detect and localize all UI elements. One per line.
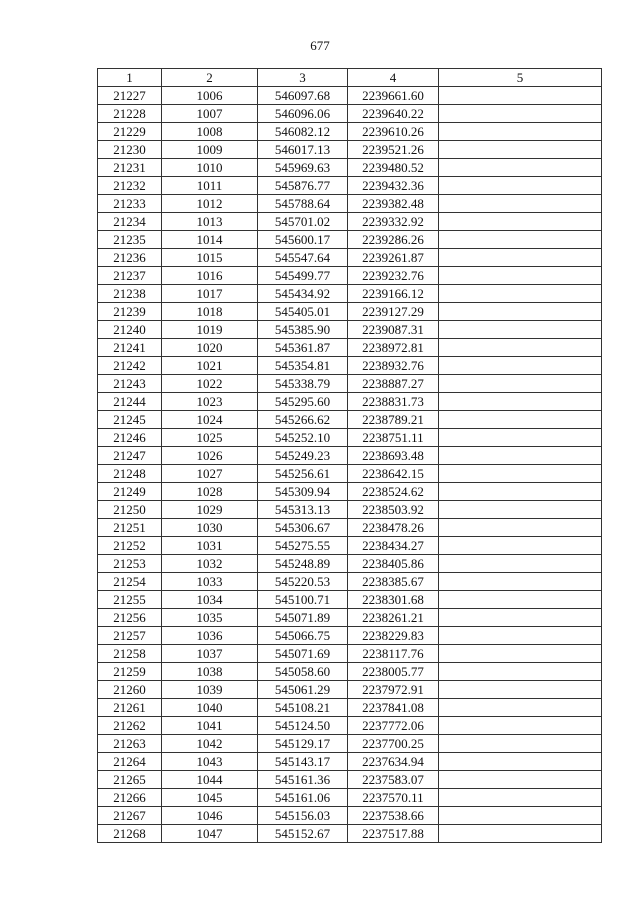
table-cell: 545309.94 (258, 483, 348, 501)
table-cell: 545066.75 (258, 627, 348, 645)
table-cell: 1033 (162, 573, 258, 591)
table-row (98, 681, 602, 699)
table-cell: 2238789.21 (348, 411, 439, 429)
table-row (98, 285, 602, 303)
table-cell: 546096.06 (258, 105, 348, 123)
table-row (98, 231, 602, 249)
table-cell: 545266.62 (258, 411, 348, 429)
table-row (98, 195, 602, 213)
table-row (98, 159, 602, 177)
table-cell: 2239261.87 (348, 249, 439, 267)
table-cell: 21239 (98, 303, 162, 321)
table-cell: 1015 (162, 249, 258, 267)
table-row (98, 627, 602, 645)
table-cell: 545124.50 (258, 717, 348, 735)
table-cell (439, 699, 602, 717)
table-cell: 2238229.83 (348, 627, 439, 645)
table-row (98, 735, 602, 753)
table-row (98, 609, 602, 627)
table-cell: 545354.81 (258, 357, 348, 375)
table-cell: 21252 (98, 537, 162, 555)
table-cell (439, 357, 602, 375)
table-cell (439, 483, 602, 501)
table-cell: 2238642.15 (348, 465, 439, 483)
table-cell: 1017 (162, 285, 258, 303)
table-cell (439, 645, 602, 663)
table-cell: 2239521.26 (348, 141, 439, 159)
table-cell: 2237570.11 (348, 789, 439, 807)
table-cell: 1007 (162, 105, 258, 123)
table-row (98, 375, 602, 393)
table-cell: 1029 (162, 501, 258, 519)
table-cell: 1016 (162, 267, 258, 285)
table-row (98, 555, 602, 573)
table-cell (439, 321, 602, 339)
table-cell: 2237972.91 (348, 681, 439, 699)
table-cell: 21238 (98, 285, 162, 303)
table-row (98, 177, 602, 195)
table-cell: 545547.64 (258, 249, 348, 267)
table-cell: 2238831.73 (348, 393, 439, 411)
table-cell: 1019 (162, 321, 258, 339)
table-cell: 21240 (98, 321, 162, 339)
table-cell: 21262 (98, 717, 162, 735)
table-cell: 545252.10 (258, 429, 348, 447)
table-row (98, 87, 602, 105)
table-cell: 21243 (98, 375, 162, 393)
table-row (98, 339, 602, 357)
table-cell (439, 393, 602, 411)
table-cell: 2238932.76 (348, 357, 439, 375)
table-cell: 545061.29 (258, 681, 348, 699)
table-cell (439, 501, 602, 519)
table-cell: 545129.17 (258, 735, 348, 753)
table-cell: 21242 (98, 357, 162, 375)
table-cell: 545256.61 (258, 465, 348, 483)
column-header: 1 (98, 69, 162, 87)
table-cell: 21245 (98, 411, 162, 429)
table-cell: 545600.17 (258, 231, 348, 249)
table-cell: 1030 (162, 519, 258, 537)
table-cell (439, 825, 602, 843)
table-cell: 545405.01 (258, 303, 348, 321)
table-cell: 2238261.21 (348, 609, 439, 627)
table-row (98, 303, 602, 321)
table-cell: 21236 (98, 249, 162, 267)
table-cell (439, 249, 602, 267)
column-header: 3 (258, 69, 348, 87)
table-cell (439, 159, 602, 177)
table-cell: 21229 (98, 123, 162, 141)
table-cell: 546017.13 (258, 141, 348, 159)
table-cell: 21263 (98, 735, 162, 753)
column-header: 4 (348, 69, 439, 87)
table-row (98, 573, 602, 591)
table-cell (439, 789, 602, 807)
table-row (98, 717, 602, 735)
table-cell: 545161.06 (258, 789, 348, 807)
table-row (98, 267, 602, 285)
table-cell (439, 267, 602, 285)
table-row (98, 447, 602, 465)
table-cell (439, 123, 602, 141)
table-cell: 1013 (162, 213, 258, 231)
table-cell (439, 303, 602, 321)
table-row (98, 429, 602, 447)
table-cell (439, 447, 602, 465)
table-cell: 545338.79 (258, 375, 348, 393)
table-cell (439, 573, 602, 591)
table-cell (439, 717, 602, 735)
table-cell: 2239232.76 (348, 267, 439, 285)
table-cell: 1024 (162, 411, 258, 429)
table-cell: 2238405.86 (348, 555, 439, 573)
table-cell: 1031 (162, 537, 258, 555)
table-row (98, 771, 602, 789)
table-cell (439, 771, 602, 789)
table-cell: 1045 (162, 789, 258, 807)
table-cell: 545220.53 (258, 573, 348, 591)
table-cell: 21233 (98, 195, 162, 213)
table-cell: 21228 (98, 105, 162, 123)
table-cell: 1022 (162, 375, 258, 393)
table-cell (439, 141, 602, 159)
table-cell: 2239661.60 (348, 87, 439, 105)
coordinates-table (97, 68, 602, 843)
table-cell: 2238478.26 (348, 519, 439, 537)
table-cell: 1011 (162, 177, 258, 195)
table-cell: 545152.67 (258, 825, 348, 843)
table-cell: 1006 (162, 87, 258, 105)
table-cell: 1044 (162, 771, 258, 789)
table-cell: 2238005.77 (348, 663, 439, 681)
table-row (98, 213, 602, 231)
table-cell: 21264 (98, 753, 162, 771)
table-cell: 1010 (162, 159, 258, 177)
table-cell: 545161.36 (258, 771, 348, 789)
table-cell: 21251 (98, 519, 162, 537)
table-row (98, 411, 602, 429)
table-cell: 545434.92 (258, 285, 348, 303)
table-cell: 2239480.52 (348, 159, 439, 177)
table-row (98, 825, 602, 843)
table-cell: 2239166.12 (348, 285, 439, 303)
table-cell (439, 195, 602, 213)
table-cell: 1036 (162, 627, 258, 645)
page-number: 677 (310, 38, 330, 53)
table-cell (439, 285, 602, 303)
table-cell (439, 429, 602, 447)
table-cell: 1028 (162, 483, 258, 501)
table-cell: 545108.21 (258, 699, 348, 717)
table-cell: 1027 (162, 465, 258, 483)
table-cell: 545156.03 (258, 807, 348, 825)
table-row (98, 249, 602, 267)
table-row (98, 789, 602, 807)
table-cell: 21268 (98, 825, 162, 843)
table-cell: 2237772.06 (348, 717, 439, 735)
table-cell: 1037 (162, 645, 258, 663)
table-cell: 545788.64 (258, 195, 348, 213)
table-body (98, 87, 602, 843)
table-cell: 21249 (98, 483, 162, 501)
table-cell (439, 339, 602, 357)
table-cell: 2237538.66 (348, 807, 439, 825)
table-cell: 546097.68 (258, 87, 348, 105)
table-cell: 1018 (162, 303, 258, 321)
table-cell: 545499.77 (258, 267, 348, 285)
table-cell: 21237 (98, 267, 162, 285)
table-cell: 2239640.22 (348, 105, 439, 123)
table-cell: 545275.55 (258, 537, 348, 555)
table-cell: 1012 (162, 195, 258, 213)
table-cell: 545143.17 (258, 753, 348, 771)
table-cell (439, 681, 602, 699)
table-cell (439, 735, 602, 753)
table-cell: 21255 (98, 591, 162, 609)
table-cell: 21254 (98, 573, 162, 591)
table-row (98, 393, 602, 411)
table-cell (439, 753, 602, 771)
table-cell (439, 213, 602, 231)
table-cell: 2237583.07 (348, 771, 439, 789)
table-row (98, 105, 602, 123)
table-row (98, 465, 602, 483)
table-row (98, 807, 602, 825)
table-row (98, 501, 602, 519)
table-cell: 21257 (98, 627, 162, 645)
table-row (98, 753, 602, 771)
table-row (98, 645, 602, 663)
table-cell: 2238503.92 (348, 501, 439, 519)
table-cell: 21256 (98, 609, 162, 627)
table-cell (439, 465, 602, 483)
table-cell: 545969.63 (258, 159, 348, 177)
table-cell: 21231 (98, 159, 162, 177)
table-cell: 21244 (98, 393, 162, 411)
table-cell: 21259 (98, 663, 162, 681)
table-cell: 21234 (98, 213, 162, 231)
table-cell: 545313.13 (258, 501, 348, 519)
table-cell: 21253 (98, 555, 162, 573)
table-cell: 2239286.26 (348, 231, 439, 249)
table-cell: 1042 (162, 735, 258, 753)
table-cell: 21247 (98, 447, 162, 465)
table-cell: 2238434.27 (348, 537, 439, 555)
table-cell (439, 411, 602, 429)
table-cell: 1025 (162, 429, 258, 447)
table-cell: 1032 (162, 555, 258, 573)
table-cell (439, 537, 602, 555)
table-cell: 545701.02 (258, 213, 348, 231)
table-cell: 21232 (98, 177, 162, 195)
table-cell: 1009 (162, 141, 258, 159)
table-cell: 2239432.36 (348, 177, 439, 195)
table-cell: 545295.60 (258, 393, 348, 411)
table-cell: 2237517.88 (348, 825, 439, 843)
table-cell (439, 627, 602, 645)
table-cell: 2237634.94 (348, 753, 439, 771)
table-cell: 2238972.81 (348, 339, 439, 357)
table-cell: 1021 (162, 357, 258, 375)
table-cell: 21260 (98, 681, 162, 699)
table-cell: 545361.87 (258, 339, 348, 357)
table-cell: 546082.12 (258, 123, 348, 141)
table-cell: 1047 (162, 825, 258, 843)
table-cell: 2238385.67 (348, 573, 439, 591)
table-cell (439, 375, 602, 393)
table-cell: 1020 (162, 339, 258, 357)
table-cell: 2239087.31 (348, 321, 439, 339)
table-cell: 21261 (98, 699, 162, 717)
table-cell: 2239610.26 (348, 123, 439, 141)
table-cell: 545249.23 (258, 447, 348, 465)
table-cell: 1034 (162, 591, 258, 609)
table-cell (439, 519, 602, 537)
table-cell: 2237841.08 (348, 699, 439, 717)
table-cell: 545071.69 (258, 645, 348, 663)
table-cell: 2238887.27 (348, 375, 439, 393)
table-cell: 545058.60 (258, 663, 348, 681)
table-cell: 2238693.48 (348, 447, 439, 465)
table-cell (439, 663, 602, 681)
table-row (98, 357, 602, 375)
table-header-row (98, 69, 602, 87)
table-row (98, 591, 602, 609)
table-cell: 21248 (98, 465, 162, 483)
table-cell: 2238524.62 (348, 483, 439, 501)
table-cell: 1041 (162, 717, 258, 735)
table-cell (439, 555, 602, 573)
table-cell: 21227 (98, 87, 162, 105)
table-cell: 545071.89 (258, 609, 348, 627)
table-cell: 1014 (162, 231, 258, 249)
table-cell (439, 609, 602, 627)
table-row (98, 519, 602, 537)
table-cell: 1026 (162, 447, 258, 465)
table-cell: 21265 (98, 771, 162, 789)
table-cell: 2239382.48 (348, 195, 439, 213)
column-header: 2 (162, 69, 258, 87)
table-cell: 1008 (162, 123, 258, 141)
table-cell: 2239332.92 (348, 213, 439, 231)
table-row (98, 483, 602, 501)
table-row (98, 537, 602, 555)
table-cell: 2238117.76 (348, 645, 439, 663)
table-cell: 545385.90 (258, 321, 348, 339)
table-cell: 1035 (162, 609, 258, 627)
table-cell: 21258 (98, 645, 162, 663)
table-cell (439, 591, 602, 609)
table-cell (439, 807, 602, 825)
column-header: 5 (439, 69, 602, 87)
table-cell: 21246 (98, 429, 162, 447)
table-row (98, 699, 602, 717)
table-cell: 545306.67 (258, 519, 348, 537)
table-cell (439, 177, 602, 195)
table-cell: 545248.89 (258, 555, 348, 573)
table-cell: 21241 (98, 339, 162, 357)
table-cell: 545100.71 (258, 591, 348, 609)
table-cell: 2238751.11 (348, 429, 439, 447)
table-cell: 2239127.29 (348, 303, 439, 321)
table-cell: 21266 (98, 789, 162, 807)
table-cell: 545876.77 (258, 177, 348, 195)
table-cell: 1038 (162, 663, 258, 681)
table-cell: 21267 (98, 807, 162, 825)
table-cell (439, 231, 602, 249)
table-cell (439, 87, 602, 105)
table-cell: 21250 (98, 501, 162, 519)
table-row (98, 141, 602, 159)
table-cell: 1046 (162, 807, 258, 825)
table-row (98, 663, 602, 681)
table-cell: 1043 (162, 753, 258, 771)
table-cell: 1023 (162, 393, 258, 411)
table-cell: 2238301.68 (348, 591, 439, 609)
table-row (98, 321, 602, 339)
table-cell: 1040 (162, 699, 258, 717)
table-cell: 1039 (162, 681, 258, 699)
table-cell: 21235 (98, 231, 162, 249)
table-cell (439, 105, 602, 123)
table-row (98, 123, 602, 141)
table-cell: 21230 (98, 141, 162, 159)
table-cell: 2237700.25 (348, 735, 439, 753)
